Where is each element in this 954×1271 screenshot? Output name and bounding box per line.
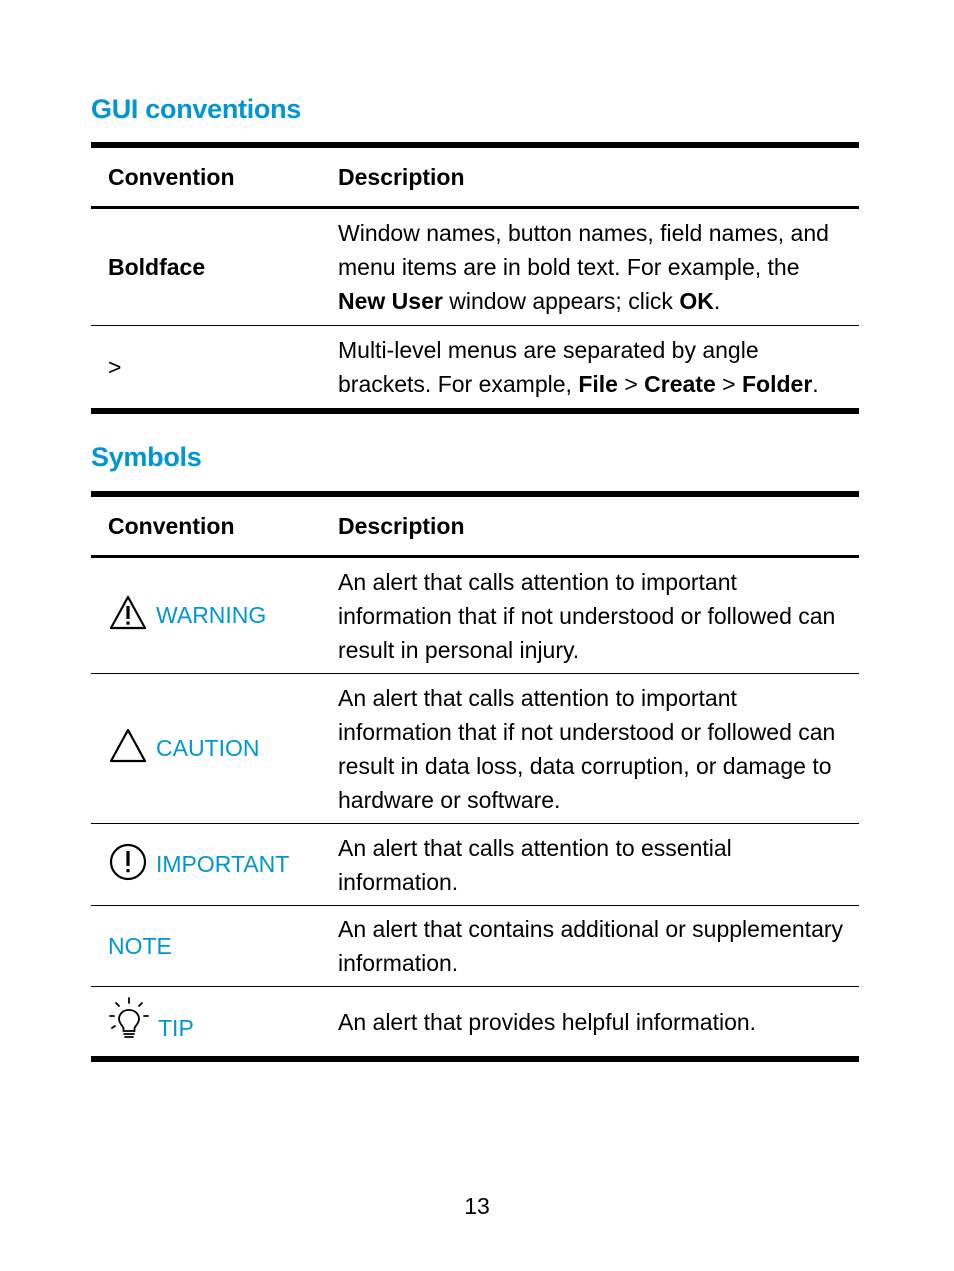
gui-conventions-table xyxy=(91,142,859,414)
bold-term: New User xyxy=(338,288,443,314)
caution-icon xyxy=(108,727,148,771)
table-row xyxy=(91,209,859,325)
description-header: Description xyxy=(338,164,465,190)
row-description: Window names, button names, field names, and menu items are in bold text. For example, the New User window appears; click OK. xyxy=(338,220,829,314)
row-description: An alert that calls attention to essential information. xyxy=(338,834,732,895)
important-icon xyxy=(108,842,148,888)
row-description: An alert that calls attention to important information that if not understood or followed can result in data loss, data corruption, or damage to hardware or software. xyxy=(338,684,836,813)
gui-conventions-title: GUI conventions xyxy=(91,94,302,124)
important-label: IMPORTANT xyxy=(156,851,290,877)
bold-term: Create xyxy=(644,371,716,397)
description-header: Description xyxy=(338,513,465,539)
page-number: 13 xyxy=(464,1193,490,1219)
table-row xyxy=(91,558,859,673)
table-header-row xyxy=(91,497,859,558)
lightbulb-icon xyxy=(108,996,150,1048)
bold-term: OK xyxy=(679,288,714,314)
row-description: Multi-level menus are separated by angle brackets. For example, File > Create > Folder. xyxy=(338,337,819,397)
warning-icon xyxy=(108,594,148,638)
convention-boldface: Boldface xyxy=(108,253,206,280)
warning-label: WARNING xyxy=(156,602,267,628)
table-row xyxy=(91,673,859,823)
note-label: NOTE xyxy=(108,932,172,959)
caution-label: CAUTION xyxy=(156,735,260,761)
table-row xyxy=(91,986,859,1056)
convention-angle-bracket: > xyxy=(108,353,122,380)
row-description: An alert that calls attention to important information that if not understood or followed can result in personal injury. xyxy=(338,568,836,663)
symbols-title: Symbols xyxy=(91,442,202,472)
convention-header: Convention xyxy=(108,163,235,190)
row-description: An alert that contains additional or supplementary information. xyxy=(338,916,844,976)
table-row xyxy=(91,905,859,986)
bold-term: File xyxy=(578,371,618,397)
table-header-row xyxy=(91,148,859,209)
table-row xyxy=(91,823,859,905)
bold-term: Folder xyxy=(741,371,813,397)
tip-label: TIP xyxy=(158,1015,194,1041)
row-description: An alert that provides helpful information. xyxy=(338,1008,757,1035)
convention-header: Convention xyxy=(108,512,235,539)
table-row xyxy=(91,325,859,408)
symbols-table xyxy=(91,491,859,1062)
